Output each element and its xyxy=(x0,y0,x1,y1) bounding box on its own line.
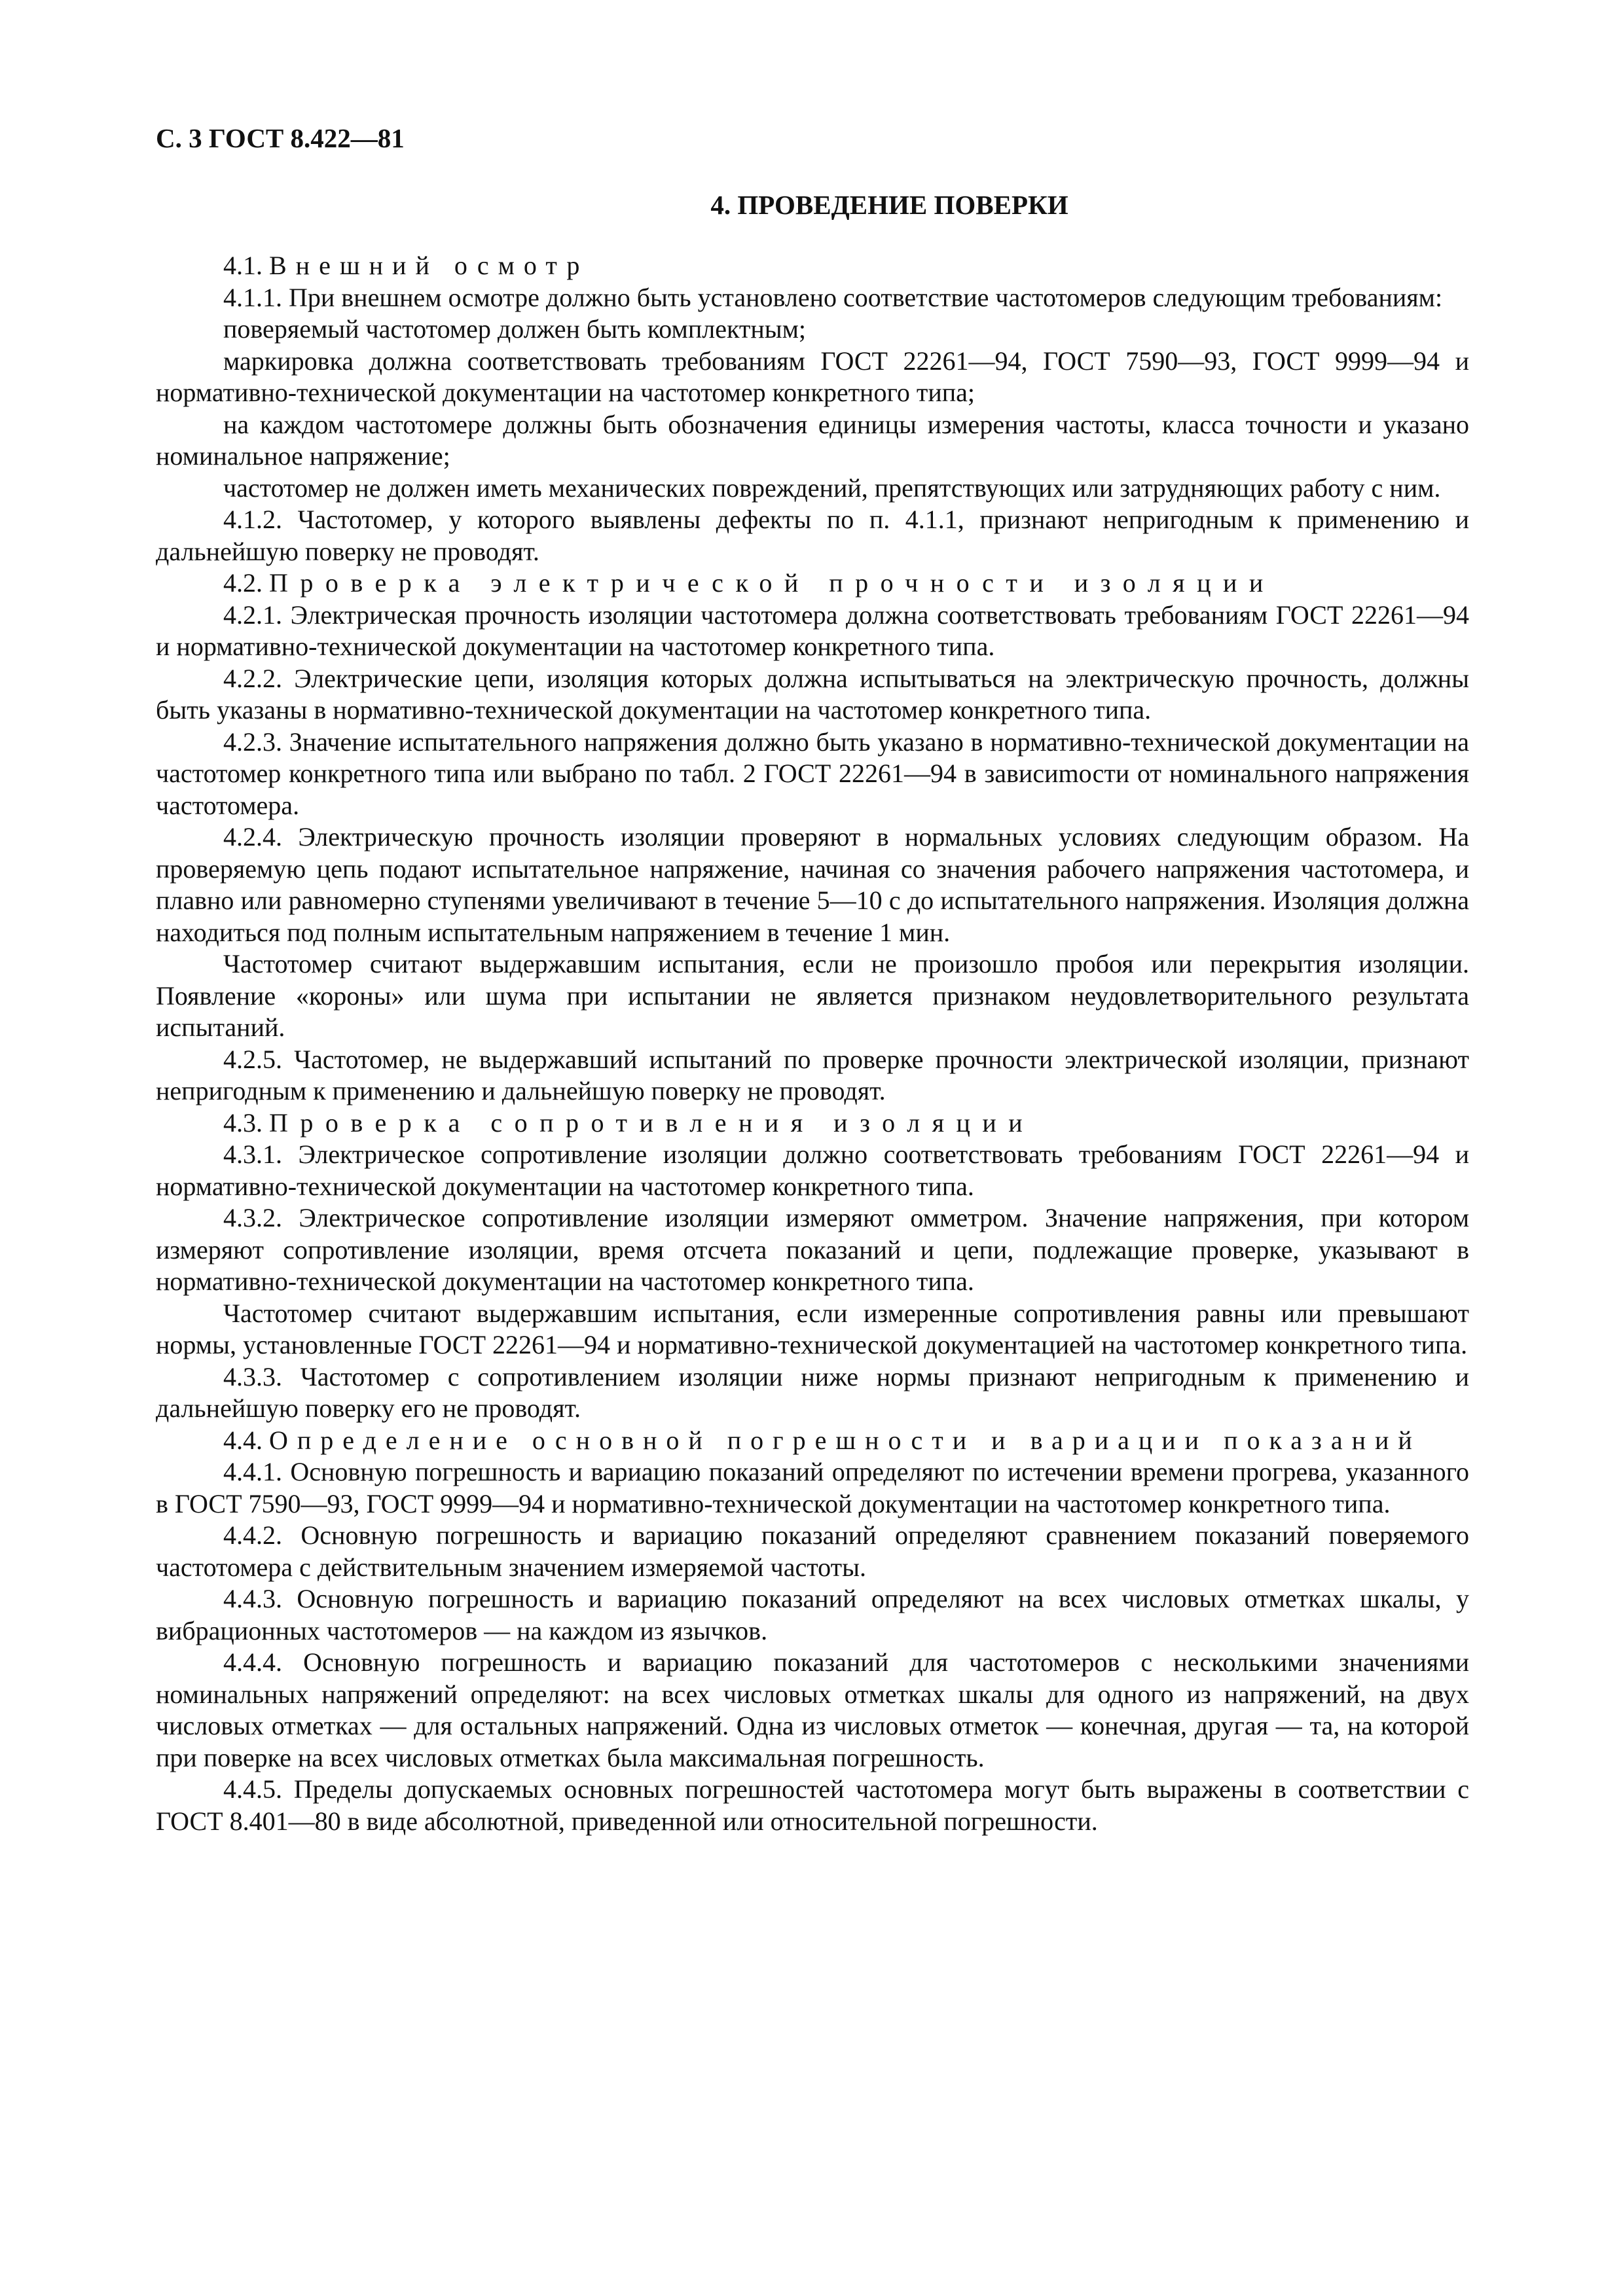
paragraph-4-2-4-corona: Частотомер считают выдержавшим испытания, если не произошло пробоя или перекрытия изоляции. Появление «короны» или шума при испытании не является признаком неудовлетворительного результата испытаний. xyxy=(156,949,1469,1042)
list-item-designations: на каждом частотомере должны быть обозначения единицы измерения частоты, класса точности и указано номинальное напряжение; xyxy=(156,409,1469,471)
section-title: 4. ПРОВЕДЕНИЕ ПОВЕРКИ xyxy=(710,190,1068,220)
paragraph-4-4-5: 4.4.5. Пределы допускаемых основных погрешностей частотомера могут быть выражены в соответствии с ГОСТ 8.401—80 в виде абсолютной, приведенной или относительной погрешности. xyxy=(156,1774,1469,1836)
paragraph-4-3-1: 4.3.1. Электрическое сопротивление изоляции должно соответствовать требованиям ГОСТ 22261—94 и нормативно-технической документации на частотомер конкретного типа. xyxy=(156,1139,1469,1201)
paragraph-4-3-3: 4.3.3. Частотомер с сопротивлением изоляции ниже нормы признают непригодным к применению и дальнейшую поверку его не проводят. xyxy=(156,1361,1469,1423)
paragraph-4-4-3: 4.4.3. Основную погрешность и вариацию показаний определяют на всех числовых отметках шкалы, у вибрационных частотомеров — на каждом из язычков. xyxy=(156,1584,1469,1645)
paragraph-4-1-1: 4.1.1. При внешнем осмотре должно быть установлено соответствие частотомеров следующим требованиям: xyxy=(223,282,1443,312)
paragraph-4-2-4: 4.2.4. Электрическую прочность изоляции проверяют в нормальных условиях следующим образом. На проверяемую цепь подают испытательное напряжение, начиная со значения рабочего напряжения частотомера, и плавно или равномерно ступенями увеличивают в течение 5—10 с до испытательного напряжения. Изоляция должна находиться под полным испытательным напряжением в течение 1 мин. xyxy=(156,822,1469,947)
paragraph-4-4-1: 4.4.1. Основную погрешность и вариацию показаний определяют по истечении времени прогрева, указанного в ГОСТ 7590—93, ГОСТ 9999—94 и нормативно-технической документации на частотомер конкретного типа. xyxy=(156,1457,1469,1518)
paragraph-4-4-4: 4.4.4. Основную погрешность и вариацию показаний для частотомеров с несколькими значениями номинальных напряжений определяют: на всех числовых отметках шкалы для одного из напряжений, на двух числовых отметках — для остальных напряжений. Одна из числовых отметок — конечная, другая — та, на которой при поверке на всех числовых отметках была максимальная погрешность. xyxy=(156,1647,1469,1772)
paragraph-4-2-2: 4.2.2. Электрические цепи, изоляция которых должна испытываться на электрическую прочность, должны быть указаны в нормативно-технической документации на частотомер конкретного типа. xyxy=(156,663,1469,725)
list-item-complete: поверяемый частотомер должен быть комплектным; xyxy=(223,314,807,344)
page-header: С. 3 ГОСТ 8.422—81 xyxy=(156,123,405,153)
paragraph-4-3-2: 4.3.2. Электрическое сопротивление изоляции измеряют омметром. Значение напряжения, при котором измеряют сопротивление изоляции, время отсчета показаний и цепи, подлежащие проверке, указывают в нормативно-технической документации на частотомер конкретного типа. xyxy=(156,1203,1469,1296)
subsection-heading-4-2: 4.2. Проверка электрической прочности изоляции xyxy=(223,568,1275,598)
paragraph-4-4-2: 4.4.2. Основную погрешность и вариацию показаний определяют сравнением показаний поверяемого частотомера с действительным значением измеряемой частоты. xyxy=(156,1520,1469,1582)
subsection-heading-4-4: 4.4. Определение основной погрешности и вариации показаний xyxy=(223,1425,1421,1455)
paragraph-4-2-5: 4.2.5. Частотомер, не выдержавший испытаний по проверке прочности электрической изоляции, признают непригодным к применению и дальнейшую поверку не проводят. xyxy=(156,1044,1469,1105)
paragraph-4-3-2-norms: Частотомер считают выдержавшим испытания, если измеренные сопротивления равны или превышают нормы, установленные ГОСТ 22261—94 и нормативно-технической документацией на частотомер конкретного типа. xyxy=(156,1298,1469,1359)
document-page xyxy=(156,122,1469,1837)
paragraph-4-2-1: 4.2.1. Электрическая прочность изоляции частотомера должна соответствовать требованиям ГОСТ 22261—94 и нормативно-технической документации на частотомер конкретного типа. xyxy=(156,600,1469,661)
subsection-heading-4-1: 4.1. Внешний осмотр xyxy=(223,251,589,280)
paragraph-4-1-2: 4.1.2. Частотомер, у которого выявлены дефекты по п. 4.1.1, признают непригодным к применению и дальнейшую поверку не проводят. xyxy=(156,505,1469,566)
list-item-marking: маркировка должна соответствовать требованиям ГОСТ 22261—94, ГОСТ 7590—93, ГОСТ 9999—94 и нормативно-технической документации на частотомер конкретного типа; xyxy=(156,346,1469,407)
subsection-heading-4-3: 4.3. Проверка сопротивления изоляции xyxy=(223,1107,1035,1138)
paragraph-4-2-3: 4.2.3. Значение испытательного напряжения должно быть указано в нормативно-технической документации на частотомер конкретного типа или выбрано по табл. 2 ГОСТ 22261—94 в зависиmости от номинального напряжения частотомера. xyxy=(156,726,1469,820)
list-item-damage: частотомер не должен иметь механических повреждений, препятствующих или затрудняющих работу с ним. xyxy=(223,473,1441,503)
